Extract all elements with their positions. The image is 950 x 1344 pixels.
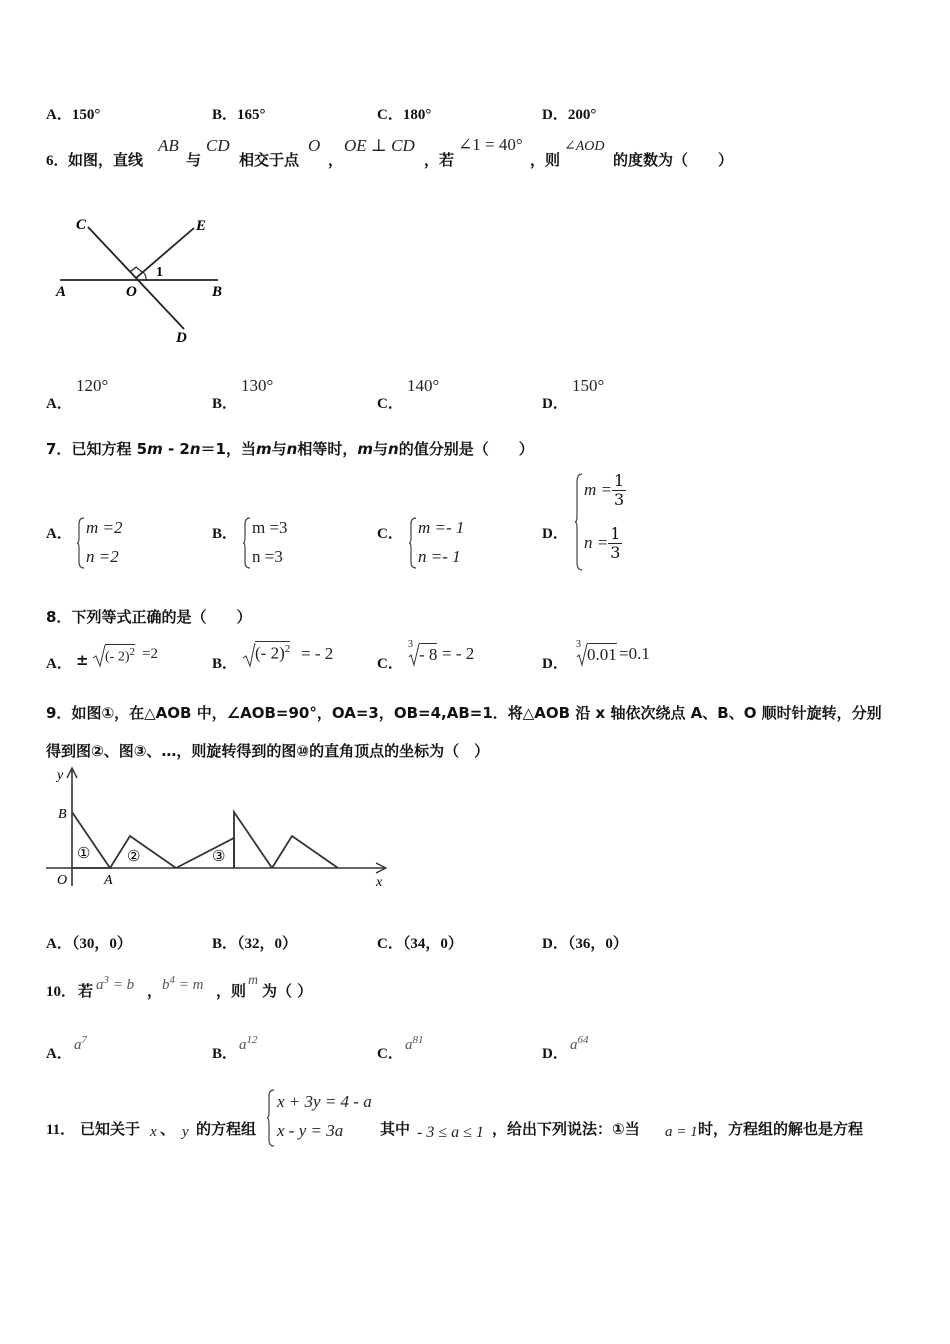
- exponent: 7: [81, 1034, 87, 1046]
- option-value: [74, 1034, 87, 1054]
- base: a: [96, 977, 104, 993]
- q10-text: ，则: [216, 982, 247, 1000]
- option-letter: B．: [212, 1046, 238, 1062]
- option-letter: B．: [212, 396, 238, 412]
- left-brace: [76, 516, 86, 570]
- triangle-4: [234, 812, 272, 868]
- q6-text: 如图，直线: [68, 151, 144, 169]
- result: =2: [142, 646, 158, 662]
- option-value: [405, 1034, 424, 1054]
- radicand: - 8: [419, 645, 438, 664]
- exponent: 12: [246, 1034, 258, 1046]
- perp-condition: OE ⊥ CD: [344, 136, 415, 155]
- q8-options: [46, 638, 906, 672]
- option-value: 150°: [572, 376, 605, 395]
- radicand: 0.01: [587, 645, 617, 664]
- option-letter: D．: [542, 526, 568, 542]
- equation-line: n =- 1: [418, 547, 461, 566]
- point-o: O: [308, 136, 321, 155]
- equation-2: x - y = 3a: [277, 1121, 344, 1140]
- equation-line: n =2: [86, 547, 119, 566]
- question-number: 8．: [46, 608, 72, 626]
- exponent: 3: [103, 974, 109, 986]
- q7-text: ＝1，当: [200, 440, 256, 458]
- q10-options: [46, 1034, 906, 1062]
- ray-oe: [136, 228, 194, 278]
- result: = - 2: [301, 644, 334, 663]
- label-circled-2: ②: [127, 849, 141, 865]
- label-e: E: [196, 218, 207, 234]
- fraction-denominator: 3: [610, 543, 621, 562]
- range-condition: - 3 ≤ a ≤ 1: [417, 1124, 484, 1141]
- option-letter: B．: [212, 656, 238, 672]
- line-ab: AB: [158, 136, 179, 155]
- option-letter: A．: [46, 107, 72, 123]
- q6-text: 与: [186, 151, 202, 169]
- option-value: 200°: [567, 107, 597, 123]
- q9-options: [46, 932, 906, 952]
- option-letter: C．: [377, 107, 403, 123]
- option-letter: A．: [46, 1046, 72, 1062]
- label-d: D: [176, 330, 187, 346]
- question-number: 6．: [46, 153, 69, 169]
- right-angle-mark: [130, 267, 142, 272]
- root-index: 3: [576, 639, 581, 650]
- q6-text: ，若: [424, 151, 455, 169]
- equation-line: n =3: [252, 547, 283, 566]
- q7-options: [46, 470, 906, 574]
- option-letter: D．: [542, 936, 568, 952]
- label-o: O: [126, 284, 137, 300]
- label-a: A: [104, 873, 113, 888]
- option-letter: A．: [46, 656, 72, 672]
- option-value: 140°: [407, 376, 440, 395]
- root-index: 3: [408, 639, 413, 650]
- option-letter: D．: [542, 1046, 568, 1062]
- result: =0.1: [619, 644, 650, 663]
- q9-figure: [44, 764, 392, 894]
- left-brace: [266, 1088, 276, 1148]
- base: b: [162, 977, 170, 993]
- label-o: O: [57, 873, 68, 888]
- option-letter: D．: [542, 107, 568, 123]
- exponent: 81: [412, 1034, 424, 1046]
- q6-options: [46, 376, 906, 410]
- var-m: m: [147, 440, 163, 458]
- equation-line: [584, 472, 626, 509]
- question-7: [46, 438, 534, 459]
- equation-lhs: n =: [584, 533, 609, 552]
- q6-text: ，则: [530, 151, 561, 169]
- label-1: 1: [156, 265, 163, 280]
- option-value: （34，0）: [402, 936, 463, 952]
- option-letter: C．: [377, 1046, 403, 1062]
- option-value: （36，0）: [567, 936, 628, 952]
- q7-text: 与: [372, 440, 388, 458]
- question-11: [46, 1086, 926, 1150]
- rhs: = b: [109, 977, 135, 993]
- q11-text: 、: [160, 1120, 176, 1138]
- question-number: 7．: [46, 440, 72, 458]
- option-letter: A．: [46, 396, 72, 412]
- radicand: [105, 644, 135, 666]
- radicand: [255, 641, 290, 664]
- label-c: C: [76, 217, 87, 233]
- q7-text: 与: [271, 440, 287, 458]
- angle-aod: ∠AOD: [564, 139, 605, 154]
- base: a: [239, 1037, 247, 1053]
- option-value: [239, 1034, 258, 1054]
- question-number: 10．: [46, 984, 77, 1000]
- q7-text: 相等时，: [297, 440, 358, 458]
- equation-2: [162, 974, 203, 994]
- var-m: m: [255, 440, 272, 458]
- equation-line: m =2: [86, 518, 123, 537]
- question-text: 得到图②、图③、…，则旋转得到的图⑩的直角顶点的坐标为（ ）: [46, 742, 490, 760]
- left-brace: [574, 472, 584, 572]
- question-number: 11．: [46, 1122, 76, 1138]
- q11-text: 其中: [380, 1120, 411, 1138]
- q10-text: ，: [147, 982, 163, 1000]
- label-y: y: [57, 768, 64, 783]
- q7-text: - 2: [162, 440, 190, 458]
- condition-a: a = 1: [665, 1124, 698, 1140]
- fraction-denominator: 3: [614, 490, 625, 509]
- question-text: 如图①，在△AOB 中，∠AOB=90°，OA=3，OB=4,AB=1．将△AOB 沿 x 轴依次绕点 A、B、O 顺时针旋转，分别: [71, 704, 882, 722]
- option-value: 165°: [237, 107, 266, 123]
- option-letter: D．: [542, 656, 568, 672]
- var-x: x: [150, 1124, 157, 1140]
- radical-sign: [242, 642, 256, 668]
- q6-figure: [44, 212, 234, 347]
- var-n: n: [286, 440, 298, 458]
- var-n: n: [388, 440, 399, 458]
- triangle-5: [272, 836, 338, 868]
- equation-1: x + 3y = 4 - a: [277, 1092, 372, 1111]
- option-value: （32，0）: [237, 936, 298, 952]
- exponent: 64: [577, 1034, 589, 1046]
- q11-text: ，给出下列说法：①当: [492, 1120, 640, 1138]
- fraction-numerator: 1: [614, 471, 625, 490]
- radicand-base: (- 2): [255, 643, 285, 663]
- option-letter: C．: [377, 656, 403, 672]
- option-value: [570, 1034, 589, 1054]
- var-y: y: [182, 1124, 189, 1140]
- q6-text: 相交于点: [239, 151, 300, 169]
- radicand-base: (- 2): [105, 649, 130, 665]
- q5-options: [46, 103, 906, 123]
- option-value: 180°: [402, 107, 432, 123]
- option-letter: A．: [46, 936, 72, 952]
- base: a: [570, 1037, 578, 1053]
- q11-text: 的方程组: [196, 1120, 257, 1138]
- option-letter: B．: [212, 107, 238, 123]
- option-letter: B．: [212, 936, 238, 952]
- var-m: m: [248, 973, 259, 988]
- triangle-2: [110, 836, 176, 868]
- question-9-line-2: [46, 740, 489, 761]
- q7-text: 的值分别是（ ）: [398, 440, 534, 458]
- exponent: 2: [284, 643, 291, 655]
- exponent: 4: [169, 974, 175, 986]
- exponent: 2: [129, 646, 135, 658]
- angle-condition: ∠1 = 40°: [458, 135, 523, 154]
- result: = - 2: [442, 644, 475, 663]
- equation-line: m =- 1: [418, 518, 465, 537]
- option-letter: C．: [377, 936, 403, 952]
- question-number: 9．: [46, 704, 72, 722]
- option-value: （30，0）: [71, 936, 132, 952]
- q11-text: 已知关于: [80, 1120, 141, 1138]
- option-value: 150°: [71, 107, 101, 123]
- option-value: 130°: [241, 376, 274, 395]
- left-brace: [408, 516, 418, 570]
- equation-line: m =3: [252, 518, 288, 537]
- line-cd: CD: [206, 136, 230, 155]
- question-6: [46, 134, 926, 168]
- q6-text: ，: [328, 151, 344, 169]
- option-letter: D．: [542, 396, 568, 412]
- label-x: x: [376, 875, 383, 890]
- equation-1: [96, 974, 134, 994]
- option-letter: C．: [377, 526, 403, 542]
- q7-text: 已知方程 5: [71, 440, 148, 458]
- question-9-line-1: [46, 702, 882, 723]
- question-8: [46, 606, 251, 627]
- plus-minus: ±: [76, 651, 89, 669]
- base: a: [405, 1037, 413, 1053]
- label-b: B: [58, 807, 67, 822]
- angle-1-arc: [143, 272, 146, 280]
- rhs: = m: [175, 977, 204, 993]
- label-circled-3: ③: [212, 849, 226, 865]
- var-n: n: [189, 440, 201, 458]
- equation-line: [584, 525, 622, 562]
- question-10: [46, 970, 446, 1000]
- var-m: m: [357, 440, 373, 458]
- label-b: B: [212, 284, 223, 300]
- label-a: A: [56, 284, 67, 300]
- option-letter: C．: [377, 396, 403, 412]
- q11-text: 时，方程组的解也是方程: [698, 1120, 864, 1138]
- question-text: 下列等式正确的是（ ）: [71, 608, 252, 626]
- label-circled-1: ①: [77, 846, 91, 862]
- base: a: [74, 1037, 82, 1053]
- q6-text: 的度数为（ ）: [613, 151, 734, 169]
- q10-text: 若: [78, 982, 94, 1000]
- q10-text: 为（ ）: [262, 982, 313, 1000]
- fraction-numerator: 1: [610, 524, 621, 543]
- radical-sign: [92, 644, 106, 668]
- equation-lhs: m =: [584, 480, 612, 499]
- option-letter: B．: [212, 526, 238, 542]
- option-value: 120°: [76, 376, 109, 395]
- option-letter: A．: [46, 526, 72, 542]
- left-brace: [242, 516, 252, 570]
